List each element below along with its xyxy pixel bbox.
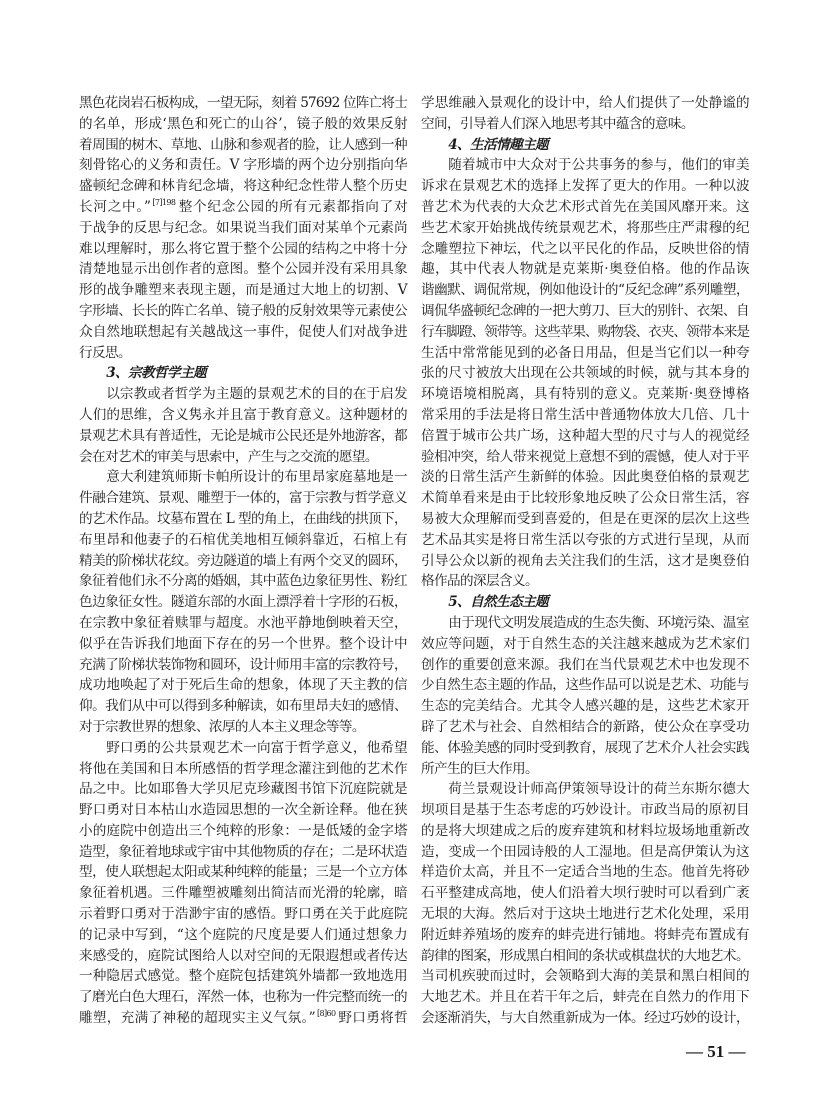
section-heading [421, 592, 749, 613]
text-line [79, 925, 407, 946]
text-line [421, 779, 749, 800]
line-text: 于战争的反思与纪念。如果说当我们面对某单个元素尚 [79, 219, 407, 236]
line-text: 象征着他们永不分离的婚姻，其中蓝色边象征男性、粉红 [79, 573, 407, 590]
text-line [421, 259, 749, 280]
line-text: 字形墙、长长的阵亡名单、镜子般的反射效果等元素使公 [79, 302, 407, 319]
line-text: 野口勇对日本枯山水造园思想的一次全新诠释。他在狭 [79, 802, 407, 819]
page-number: — 51 — [686, 1042, 746, 1061]
text-line [421, 800, 749, 821]
line-text: 常采用的手法是将日常生活中普通物体放大几倍、几十 [421, 406, 749, 423]
text-line [79, 634, 407, 655]
line-text: 一种隐居式感觉。整个庭院包括建筑外墙都一致地选用 [79, 968, 407, 985]
text-line [421, 280, 749, 301]
text-line [421, 675, 749, 696]
text-line [79, 343, 407, 364]
text-line [79, 239, 407, 260]
text-line [421, 717, 749, 738]
line-text: 念雕塑拉下神坛，代之以平民化的作品，反映世俗的情 [421, 240, 749, 257]
text-line [79, 613, 407, 634]
text-line [421, 966, 749, 987]
text-line [79, 93, 407, 114]
text-line [79, 176, 407, 197]
text-line [421, 738, 749, 759]
line-text: 张的尺寸被放大出现在公共领域的时候，就与其本身的 [421, 365, 749, 382]
text-line [79, 1008, 407, 1029]
line-text: 效应等问题，对于自然生态的关注越来越成为艺术家们 [421, 635, 749, 652]
text-line [421, 759, 749, 780]
line-text: 的名单，形成‘黑色和死亡的山谷’，镜子般的效果反射 [79, 115, 407, 132]
text-line [421, 426, 749, 447]
text-line [421, 509, 749, 530]
line-text: 5、自然生态主题 [448, 594, 549, 611]
line-text: 充满了阶梯状装饰物和圆环，设计师用丰富的宗教符号， [79, 656, 407, 673]
text-line [421, 405, 749, 426]
text-line [79, 384, 407, 405]
text-line [79, 135, 407, 156]
line-text: 布里昂和他妻子的石棺优美地相互倾斜靠近，石棺上有 [79, 531, 407, 548]
text-line [421, 904, 749, 925]
line-text: 4、生活情趣主题 [448, 136, 549, 153]
line-text: 似乎在告诉我们地面下存在的另一个世界。整个设计中 [79, 635, 407, 652]
line-text: 当司机疾驶而过时，会领略到大海的美景和黑白相间的 [421, 968, 749, 985]
text-line [79, 509, 407, 530]
text-line [421, 946, 749, 967]
text-line [79, 218, 407, 239]
line-text: 刻骨铭心的义务和责任。V 字形墙的两个边分别指向华 [79, 157, 407, 174]
line-text: 众自然地联想起有关越战这一事件，促使人们对战争进 [79, 323, 407, 340]
section-heading [421, 135, 749, 156]
text-line [79, 426, 407, 447]
text-line [79, 197, 407, 218]
line-text: 倍置于城市公共广场，这种超大型的尺寸与人的视觉经 [421, 427, 749, 444]
text-line [79, 696, 407, 717]
line-text: 形的战争雕塑来表现主题，而是通过大地上的切割、V [79, 282, 407, 299]
line-text: 型，使人联想起太阳或某种纯粹的能量；三是一个立方体 [79, 864, 407, 881]
text-line [421, 530, 749, 551]
text-line [421, 696, 749, 717]
text-line [421, 571, 749, 592]
line-text: 的艺术作品。坟墓布置在 L 型的角上，在曲线的拱顶下， [79, 510, 407, 527]
line-text: 大地艺术。并且在若干年之后，蚌壳在自然力的作用下 [421, 989, 749, 1006]
line-text: 会在对艺术的审美与思索中，产生与之交流的愿望。 [79, 448, 378, 465]
text-line [421, 363, 749, 384]
section-heading [79, 363, 407, 384]
line-text: 盛顿纪念碑和林肯纪念墙，将这种纪念性带人整个历史 [79, 178, 407, 195]
text-line [421, 155, 749, 176]
text-line [421, 467, 749, 488]
line-text: 仰。我们从中可以得到多种解读，如布里昂夫妇的感情、 [79, 698, 407, 715]
text-line [79, 800, 407, 821]
line-text: 整个纪念公园的所有元素都指向了对 [177, 198, 407, 215]
text-line [421, 613, 749, 634]
citation-reference: [8]60 [316, 1009, 336, 1019]
line-text: 色边象征女性。隧道东部的水面上漂浮着十字形的石板， [79, 594, 407, 611]
text-line [79, 114, 407, 135]
line-text: 调侃华盛顿纪念碑的一把大剪刀、巨大的别针、衣架、自 [421, 302, 749, 319]
line-text: 了磨光白色大理石，浑然一体，也称为一件完整而统一的 [79, 989, 407, 1006]
line-text: 件融合建筑、景观、雕塑于一体的，富于宗教与哲学意义 [79, 490, 407, 507]
line-text: 黑色花岗岩石板构成，一望无际，刻着 57692 位阵亡将士 [79, 95, 407, 111]
line-text: 在宗教中象征着赎罪与超度。水池平静地倒映着天空， [79, 614, 407, 631]
text-line [421, 343, 749, 364]
line-text: 品之中。比如耶鲁大学贝尼克珍藏图书馆下沉庭院就是 [79, 781, 407, 798]
text-line [79, 862, 407, 883]
line-text: 行反思。 [79, 344, 131, 361]
line-text: 生态的完美结合。尤其令人感兴趣的是，这些艺术家开 [421, 698, 749, 715]
text-line [79, 405, 407, 426]
text-line [421, 634, 749, 655]
text-line [79, 467, 407, 488]
text-column-left [79, 93, 407, 1029]
line-text: 生活中常常能见到的必备日用品，但是当它们以一种夸 [421, 344, 749, 361]
line-text: 无垠的大海。然后对于这块土地进行艺术化处理，采用 [421, 906, 749, 923]
line-text: 韵律的图案，形成黑白相间的条状或棋盘状的大地艺术。 [421, 947, 749, 964]
text-line [79, 155, 407, 176]
text-line [421, 488, 749, 509]
text-line [421, 1008, 749, 1029]
text-line [421, 114, 749, 135]
line-text: 的记录中写到，“这个庭院的尺度是要人们通过想象力 [79, 926, 407, 943]
text-line [79, 821, 407, 842]
line-text: 景观艺术具有普适性，无论是城市公民还是外地游客，都 [79, 427, 407, 444]
line-text: 将他在美国和日本所感悟的哲学理念灌注到他的艺术作 [79, 760, 407, 777]
text-line [421, 197, 749, 218]
line-text: 难以理解时，那么将它置于整个公园的结构之中将十分 [79, 240, 407, 257]
text-line [421, 384, 749, 405]
text-line [421, 447, 749, 468]
line-text: 少自然生态主题的作品，这些作品可以说是艺术、功能与 [421, 677, 749, 694]
line-text: 小的庭院中创造出三个纯粹的形象：一是低矮的金字塔 [79, 822, 407, 839]
line-text: 环境语境相脱离，具有特别的意义。克莱斯·奥登博格 [421, 386, 749, 403]
line-text: 荷兰景观设计师高伊策领导设计的荷兰东斯尔德大 [448, 781, 749, 798]
text-line [421, 987, 749, 1008]
line-text: 辟了艺术与社会、自然相结合的新路，使公众在享受功 [421, 718, 749, 735]
line-text: 造型，象征着地球或宇宙中其他物质的存在；二是环状造 [79, 843, 407, 860]
text-line [421, 655, 749, 676]
text-line [421, 842, 749, 863]
line-text: 艺术品其实是将日常生活以夸张的方式进行呈现，从而 [421, 531, 749, 548]
text-line [79, 883, 407, 904]
text-line [421, 862, 749, 883]
text-line [421, 551, 749, 572]
text-line [79, 842, 407, 863]
line-text: 学思维融入景观化的设计中，给人们提供了一处静谧的 [421, 95, 749, 111]
text-line [79, 966, 407, 987]
line-text: 随着城市中大众对于公共事务的参与，他们的审美 [448, 157, 749, 174]
text-line [79, 717, 407, 738]
line-text: 谐幽默、调侃常规，例如他设计的“反纪念碑”系列雕塑， [421, 282, 749, 299]
line-text: 附近蚌养殖场的废弃的蚌壳进行铺地。将蚌壳布置成有 [421, 926, 749, 943]
line-text: 雕塑，充满了神秘的超现实主义气氛。” [79, 1010, 315, 1027]
line-text: 野口勇将哲 [337, 1010, 407, 1027]
text-line [79, 530, 407, 551]
line-text: 人们的思维，含义隽永并且富于教育意义。这种题材的 [79, 406, 407, 423]
line-text: 清楚地显示出创作者的意图。整个公园并没有采用具象 [79, 261, 407, 278]
text-line [79, 259, 407, 280]
line-text: 些艺术家开始挑战传统景观艺术，将那些庄严肃穆的纪 [421, 219, 749, 236]
line-text: 的是将大坝建成之后的废弃建筑和材料垃圾场地重新改 [421, 822, 749, 839]
line-text: 由于现代文明发展造成的生态失衡、环境污染、温室 [448, 614, 749, 631]
text-line [421, 925, 749, 946]
line-text: 趣，其中代表人物就是克莱斯·奥登伯格。他的作品诙 [421, 261, 749, 278]
line-text: 验相冲突，给人带来视觉上意想不到的震憾，使人对于平 [421, 448, 749, 465]
line-text: 空间，引导着人们深入地思考其中蕴含的意味。 [421, 115, 694, 132]
line-text: 诉求在景观艺术的选择上发挥了更大的作用。一种以波 [421, 178, 749, 195]
text-line [421, 883, 749, 904]
line-text: 示着野口勇对于浩渺宇宙的感悟。野口勇在关于此庭院 [79, 906, 407, 923]
line-text: 会逐渐消失，与大自然重新成为一体。经过巧妙的设计， [421, 1010, 749, 1027]
text-column-right [421, 93, 749, 1029]
text-line [79, 488, 407, 509]
text-line [79, 655, 407, 676]
text-line [421, 239, 749, 260]
line-text: 成功地唤起了对于死后生命的想象，体现了天主教的信 [79, 677, 407, 694]
line-text: 野口勇的公共景观艺术一向富于哲学意义，他希望 [106, 739, 407, 756]
line-text: 行车脚蹬、领带等。这些苹果、购物袋、衣夹、领带本来是 [421, 323, 749, 340]
text-line [79, 301, 407, 322]
line-text: 坝项目是基于生态考虑的巧妙设计。市政当局的原初目 [421, 802, 749, 819]
line-text: 着周围的树木、草地、山脉和参观者的脸，让人感到一种 [79, 136, 407, 153]
line-text: 普艺术为代表的大众艺术形式首先在美国风靡开来。这 [421, 198, 749, 215]
line-text: 造，变成一个田园诗般的人工湿地。但是高伊策认为这 [421, 843, 749, 860]
line-text: 以宗教或者哲学为主题的景观艺术的目的在于启发 [106, 386, 407, 403]
line-text: 3、宗教哲学主题 [106, 365, 207, 382]
line-text: 易被大众理解而受到喜爱的，但是在更深的层次上这些 [421, 510, 749, 527]
text-line [421, 301, 749, 322]
text-line [79, 571, 407, 592]
citation-reference: [7]198 [152, 197, 176, 207]
text-line [79, 904, 407, 925]
line-text: 淡的日常生活产生新鲜的体验。因此奥登伯格的景观艺 [421, 469, 749, 486]
text-line [421, 176, 749, 197]
text-line [79, 946, 407, 967]
line-text: 石平整建成高地，使人们沿着大坝行驶时可以看到广袤 [421, 885, 749, 902]
text-line [421, 93, 749, 114]
text-line [79, 675, 407, 696]
text-line [79, 592, 407, 613]
text-line [79, 759, 407, 780]
text-line [421, 322, 749, 343]
line-text: 能、体验美感的同时受到教育，展现了艺术介人社会实践 [421, 739, 749, 756]
line-text: 精美的阶梯状花纹。旁边隧道的墙上有两个交叉的圆环， [79, 552, 407, 569]
text-line [79, 280, 407, 301]
text-line [79, 987, 407, 1008]
text-line [421, 218, 749, 239]
line-text: 样造价太高，并且不一定适合当地的生态。他首先将砂 [421, 864, 749, 881]
line-text: 所产生的巨大作用。 [421, 760, 538, 777]
line-text: 象征着机遇。三件雕塑被雕刻出简洁而光滑的轮廓，暗 [79, 885, 407, 902]
line-text: 意大利建筑师斯卡帕所设计的布里昂家庭墓地是一 [106, 469, 407, 486]
text-line [421, 821, 749, 842]
line-text: 对于宗教世界的想象、浓厚的人本主义理念等等。 [79, 718, 365, 735]
text-line [79, 551, 407, 572]
text-line [79, 322, 407, 343]
text-line [79, 447, 407, 468]
line-text: 术简单看来是由于比较形象地反映了公众日常生活，容 [421, 490, 749, 507]
line-text: 长河之中。” [79, 198, 151, 215]
text-line [79, 738, 407, 759]
line-text: 格作品的深层含义。 [421, 573, 538, 590]
text-line [79, 779, 407, 800]
line-text: 引导公众以新的视角去关注我们的生活，这才是奥登伯 [421, 552, 749, 569]
line-text: 创作的重要创意来源。我们在当代景观艺术中也发现不 [421, 656, 749, 673]
line-text: 来感受的，庭院试图给人以对空间的无限遐想或者传达 [79, 947, 407, 964]
